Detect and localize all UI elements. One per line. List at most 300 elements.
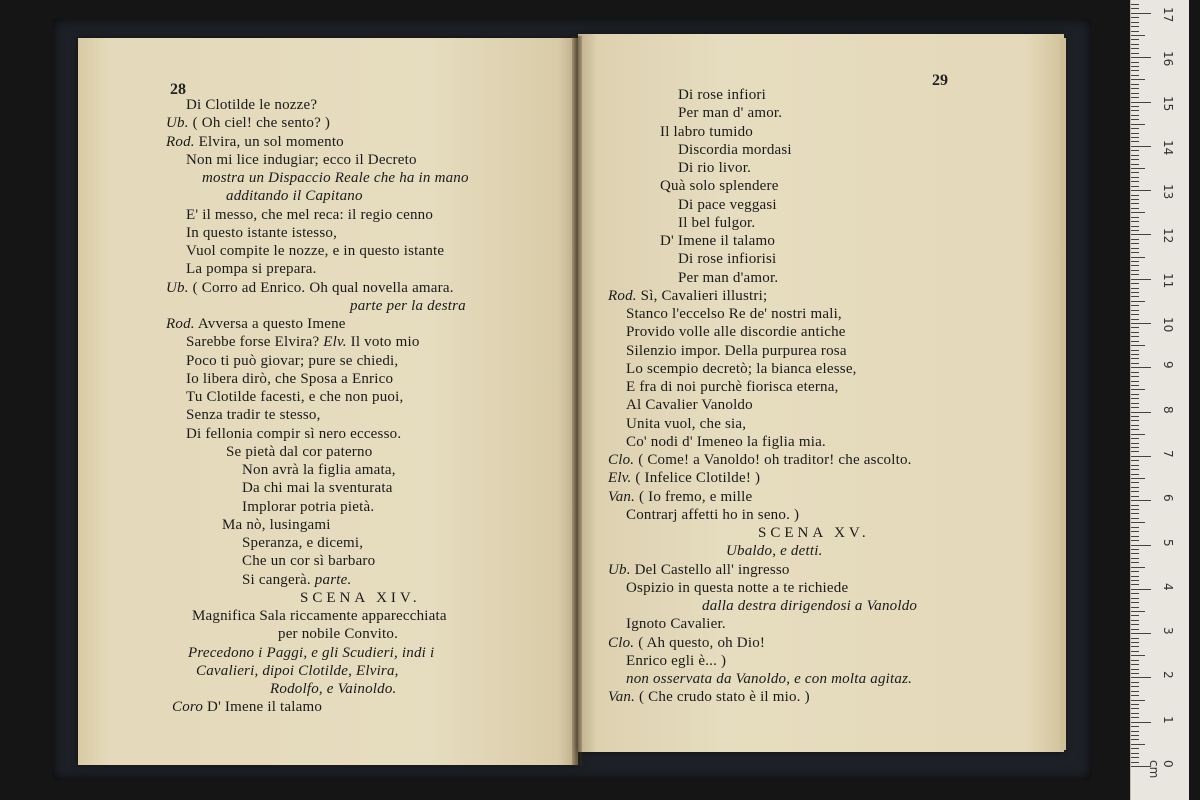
ruler-tick: [1131, 102, 1151, 103]
ruler-tick: [1131, 110, 1139, 111]
ruler-tick: [1131, 88, 1139, 89]
ruler-label: 7: [1161, 449, 1175, 458]
ruler-tick: [1131, 562, 1139, 563]
text-line: [242, 498, 374, 516]
text-line: [678, 104, 782, 122]
ruler-tick: [1131, 203, 1139, 204]
ruler-tick: [1131, 75, 1139, 76]
text-line: [608, 488, 752, 506]
speaker-name: Ub.: [608, 561, 631, 578]
ruler-tick: [1131, 79, 1145, 80]
line-text: D' Imene il talamo: [660, 233, 776, 249]
ruler-tick: [1131, 26, 1139, 27]
line-text: Enrico egli è... ): [626, 652, 727, 669]
line-text: Precedono i Paggi, e gli Scudieri, indi i: [188, 644, 435, 661]
text-line: [222, 516, 331, 534]
ruler-tick: [1131, 598, 1139, 599]
speaker-name: Ub.: [166, 115, 189, 132]
ruler-tick: [1131, 22, 1139, 23]
text-line: [242, 479, 393, 497]
ruler-tick: [1131, 155, 1139, 156]
line-text: dalla destra dirigendosi a Vanoldo: [702, 598, 918, 614]
ruler-tick: [1131, 93, 1139, 94]
ruler-tick: [1131, 164, 1139, 165]
ruler-tick: [1131, 115, 1139, 116]
ruler-tick: [1131, 646, 1139, 647]
ruler-tick: [1131, 332, 1139, 333]
ruler-tick: [1131, 509, 1139, 510]
text-line: [660, 177, 779, 195]
ruler-label: 14: [1161, 139, 1175, 156]
ruler-tick: [1131, 243, 1139, 244]
ruler-tick: [1131, 288, 1139, 289]
stage-direction: [726, 542, 823, 560]
ruler-tick: [1131, 686, 1139, 687]
text-line: [278, 625, 398, 643]
ruler-tick: [1131, 443, 1139, 444]
line-text: Di fellonia compir sì nero eccesso.: [186, 425, 402, 442]
ruler-tick: [1131, 168, 1145, 169]
ruler-tick: [1131, 513, 1139, 514]
ruler-tick: [1131, 704, 1139, 705]
ruler-tick: [1131, 35, 1145, 36]
text-line: [626, 378, 839, 396]
ruler-tick: [1131, 354, 1139, 355]
line-text: Magnifica Sala riccamente apparecchiata: [192, 608, 447, 624]
ruler-tick: [1131, 141, 1139, 142]
line-text: Poco ti può giovar; pure se chiedi,: [186, 352, 399, 369]
line-text: additando il Capitano: [226, 188, 363, 205]
text-line: [608, 688, 810, 706]
speaker-name: Clo.: [608, 634, 635, 651]
ruler-tick: [1131, 722, 1151, 723]
line-text: Sì, Cavalieri illustri;: [640, 287, 768, 304]
text-line: [192, 607, 447, 625]
line-text: Non mi lice indugiar; ecco il Decreto: [186, 151, 417, 168]
ruler-tick: [1131, 261, 1139, 262]
ruler-tick: [1131, 66, 1139, 67]
ruler-label: 5: [1161, 538, 1175, 547]
ruler-tick: [1131, 491, 1139, 492]
line-text: non osservata da Vanoldo, e con molta agitaz.: [626, 671, 913, 687]
ruler-tick: [1131, 500, 1151, 501]
ruler-tick: [1131, 731, 1139, 732]
text-line: [626, 323, 846, 341]
ruler-tick: [1131, 620, 1139, 621]
ruler-tick: [1131, 416, 1139, 417]
text-line: [678, 269, 778, 287]
ruler-tick: [1131, 571, 1139, 572]
ruler-tick: [1131, 695, 1139, 696]
ruler-tick: [1131, 217, 1139, 218]
line-text: SCENA XV.: [758, 525, 870, 541]
text-line: [186, 224, 337, 242]
line-text: Per man d'amor.: [678, 269, 779, 286]
ruler-tick: [1131, 97, 1139, 98]
ruler-tick: [1131, 128, 1139, 129]
text-line: [166, 315, 346, 333]
line-text: Io libera dirò, che Sposa a Enrico: [186, 370, 394, 387]
speaker-name: Van.: [608, 689, 636, 706]
line-text: Ma nò, lusingami: [222, 516, 331, 533]
speaker-name: Rod.: [166, 316, 195, 332]
ruler-tick: [1131, 624, 1139, 625]
ruler-tick: [1131, 172, 1139, 173]
ruler-tick: [1131, 327, 1139, 328]
ruler-tick: [1131, 31, 1139, 32]
line-text: ( Come! a Vanoldo! oh traditor! che ascolto.: [638, 452, 912, 468]
ruler-tick: [1131, 660, 1139, 661]
line-text: Quà solo splendere: [660, 178, 779, 195]
ruler-tick: [1131, 580, 1139, 581]
line-text: Ospizio in questa notte a te richiede: [626, 579, 849, 596]
ruler-tick: [1131, 700, 1145, 701]
line-text: Al Cavalier Vanoldo: [626, 397, 753, 414]
line-text: Il labro tumido: [660, 123, 753, 140]
ruler-tick: [1131, 310, 1139, 311]
ruler-tick: [1131, 137, 1139, 138]
ruler-tick: [1131, 323, 1151, 324]
line-text: In questo istante istesso,: [186, 224, 338, 241]
ruler-tick: [1131, 292, 1139, 293]
ruler-tick: [1131, 283, 1139, 284]
line-text: La pompa si prepara.: [186, 261, 317, 278]
ruler-tick: [1131, 8, 1139, 9]
line-text: ( Io fremo, e mille: [639, 488, 753, 505]
ruler-tick: [1131, 345, 1145, 346]
text-line: [608, 561, 790, 579]
line-text: Da chi mai la sventurata: [242, 480, 393, 497]
ruler-tick: [1131, 536, 1139, 537]
ruler-tick: [1131, 655, 1145, 656]
ruler-tick: [1131, 13, 1151, 14]
line-text: Lo scempio decretò; la bianca elesse,: [626, 360, 857, 377]
ruler-label: 4: [1161, 582, 1175, 591]
ruler-label: 9: [1161, 361, 1175, 369]
line-text: Di rose infiori: [678, 87, 766, 103]
line-text: Non avrà la figlia amata,: [242, 462, 396, 478]
text-line: [678, 141, 792, 159]
ruler-tick: [1131, 726, 1139, 727]
line-text: SCENA XIV.: [300, 589, 421, 606]
line-text: Di pace veggasi: [678, 196, 777, 213]
ruler-tick: [1131, 487, 1139, 488]
ruler-tick: [1131, 735, 1139, 736]
ruler-tick: [1131, 651, 1139, 652]
line-text: Di rio livor.: [678, 160, 752, 176]
text-line: [626, 506, 799, 524]
text-line: [626, 652, 726, 670]
ruler-tick: [1131, 589, 1151, 590]
line-text: Implorar potria pietà.: [242, 498, 375, 515]
line-text: Senza tradir te stesso,: [186, 407, 321, 424]
text-line: [678, 196, 777, 214]
scene-heading: [758, 524, 870, 542]
text-line: [608, 287, 767, 305]
ruler-tick: [1131, 358, 1139, 359]
speaker-name: Ub.: [166, 279, 189, 296]
ruler-tick: [1131, 434, 1145, 435]
ruler-label: 8: [1161, 405, 1175, 414]
line-text: Elvira, un sol momento: [198, 133, 344, 150]
ruler-tick: [1131, 762, 1139, 763]
ruler-tick: [1131, 567, 1145, 568]
ruler-tick: [1131, 664, 1139, 665]
ruler-tick: [1131, 270, 1139, 271]
line-text: Del Castello all' ingresso: [634, 561, 790, 578]
ruler-tick: [1131, 757, 1139, 758]
ruler-tick: [1131, 456, 1151, 457]
ruler-label: 6: [1161, 494, 1175, 502]
ruler-tick: [1131, 385, 1139, 386]
text-line: [242, 552, 375, 570]
ruler-tick: [1131, 119, 1139, 120]
scene-heading: [300, 589, 421, 607]
line-text: Cavalieri, dipoi Clotilde, Elvira,: [196, 662, 399, 679]
ruler-tick: [1131, 372, 1139, 373]
line-text: Speranza, e dicemi,: [242, 535, 364, 551]
ruler-tick: [1131, 447, 1139, 448]
speaker-name: Van.: [608, 488, 636, 505]
ruler-tick: [1131, 177, 1139, 178]
ruler-tick: [1131, 460, 1139, 461]
ruler-tick: [1131, 642, 1139, 643]
ruler-tick: [1131, 190, 1151, 191]
ruler-tick: [1131, 545, 1151, 546]
ruler-label: 13: [1161, 184, 1175, 200]
ruler-tick: [1131, 438, 1139, 439]
ruler-tick: [1131, 669, 1139, 670]
ruler-tick: [1131, 314, 1139, 315]
line-text: Unita vuol, che sia,: [626, 415, 747, 432]
ruler-tick: [1131, 146, 1151, 147]
ruler-tick: [1131, 611, 1145, 612]
ruler-tick: [1131, 403, 1139, 404]
ruler-label: 2: [1161, 671, 1175, 680]
text-line: [678, 214, 755, 232]
ruler-tick: [1131, 633, 1151, 634]
ruler-tick: [1131, 62, 1139, 63]
ruler-tick: [1131, 301, 1145, 302]
stage-direction: [702, 597, 917, 615]
ruler-tick: [1131, 425, 1139, 426]
ruler-tick: [1131, 336, 1139, 337]
stage-direction: [202, 169, 469, 187]
text-line: [678, 86, 766, 104]
text-line: [678, 250, 776, 268]
ruler-tick: [1131, 558, 1139, 559]
text-line: [626, 396, 753, 414]
line-text: Che un cor sì barbaro: [242, 553, 376, 570]
page-number-left: 28: [170, 81, 186, 98]
ruler-tick: [1131, 540, 1139, 541]
ruler-tick: [1131, 44, 1139, 45]
ruler-tick: [1131, 496, 1139, 497]
left-page: [78, 38, 578, 765]
ruler-label: 17: [1161, 6, 1175, 23]
line-text: Il bel fulgor.: [678, 214, 756, 231]
ruler-tick: [1131, 482, 1139, 483]
line-text: Avversa a questo Imene: [197, 316, 346, 332]
ruler-tick: [1131, 106, 1139, 107]
ruler-tick: [1131, 221, 1139, 222]
ruler-tick: [1131, 638, 1139, 639]
ruler-tick: [1131, 593, 1139, 594]
ruler-tick: [1131, 389, 1145, 390]
ruler-tick: [1131, 691, 1139, 692]
ruler-tick: [1131, 576, 1139, 577]
ruler-tick: [1131, 212, 1145, 213]
line-text: D' Imene il talamo: [207, 699, 323, 716]
ruler-tick: [1131, 527, 1139, 528]
ruler-tick: [1131, 124, 1145, 125]
ruler-label: 16: [1161, 51, 1175, 67]
line-text: Stanco l'eccelso Re de' nostri mali,: [626, 306, 842, 322]
text-line: [186, 406, 321, 424]
book-gutter: [572, 36, 582, 766]
ruler-tick: [1131, 398, 1139, 399]
ruler-tick: [1131, 319, 1139, 320]
stage-direction: [626, 670, 912, 688]
text-line: [626, 433, 826, 451]
ruler-tick: [1131, 505, 1139, 506]
ruler-tick: [1131, 195, 1139, 196]
line-text: Sarebbe forse Elvira?: [186, 334, 320, 351]
text-line: [626, 342, 847, 360]
ruler-tick: [1131, 305, 1139, 306]
ruler-tick: [1131, 133, 1139, 134]
ruler-tick: [1131, 376, 1139, 377]
ruler-tick: [1131, 274, 1139, 275]
ruler-tick: [1131, 394, 1139, 395]
ruler-tick: [1131, 553, 1139, 554]
measuring-ruler: [1130, 0, 1189, 800]
ruler-tick: [1131, 708, 1139, 709]
ruler-tick: [1131, 239, 1139, 240]
ruler-tick: [1131, 248, 1139, 249]
speaker-name: Rod.: [608, 287, 637, 304]
ruler-tick: [1131, 518, 1139, 519]
line-text: Ignoto Cavalier.: [626, 616, 726, 633]
text-line: [172, 698, 322, 716]
ruler-tick: [1131, 753, 1139, 754]
ruler-tick: [1131, 257, 1145, 258]
ruler-tick: [1131, 748, 1139, 749]
page-number-right: 29: [932, 72, 948, 89]
ruler-tick: [1131, 265, 1139, 266]
ruler-tick: [1131, 429, 1139, 430]
ruler-tick: [1131, 629, 1139, 630]
ruler-tick: [1131, 252, 1139, 253]
line-text: Tu Clotilde facesti, e che non puoi,: [186, 389, 404, 405]
ruler-tick: [1131, 230, 1139, 231]
line-text: Per man d' amor.: [678, 105, 783, 122]
text-line: [626, 305, 842, 323]
speaker-name: Elv.: [608, 470, 632, 487]
text-line: [608, 634, 765, 652]
ruler-tick: [1131, 234, 1151, 235]
line-text: Discordia mordasi: [678, 141, 792, 158]
text-line: [242, 461, 396, 479]
line-text: Ubaldo, e detti.: [726, 543, 823, 560]
ruler-tick: [1131, 677, 1151, 678]
text-line: [186, 242, 444, 260]
ruler-tick: [1131, 713, 1139, 714]
ruler-tick: [1131, 420, 1139, 421]
line-text: Provido volle alle discordie antiche: [626, 324, 846, 341]
text-line: [626, 360, 857, 378]
ruler-tick: [1131, 208, 1139, 209]
ruler-tick: [1131, 159, 1139, 160]
ruler-tick: [1131, 4, 1139, 5]
speaker-name: Coro: [172, 699, 204, 716]
stage-direction: [196, 662, 399, 680]
text-line: [242, 534, 363, 552]
line-text: ( Oh ciel! che sento? ): [192, 115, 331, 132]
ruler-tick: [1131, 186, 1139, 187]
ruler-tick: [1131, 296, 1139, 297]
speaker-name: Rod.: [166, 133, 195, 150]
stage-direction: parte.: [314, 571, 352, 588]
text-line: [186, 370, 393, 388]
text-line: [660, 123, 753, 141]
line-text: ( Ah questo, oh Dio!: [638, 634, 766, 651]
ruler-tick: [1131, 199, 1139, 200]
ruler-label: 11: [1161, 272, 1175, 288]
ruler-tick: [1131, 739, 1139, 740]
text-line: [166, 114, 330, 132]
page-edge: [1060, 38, 1066, 750]
text-line: [186, 151, 417, 169]
line-text: Di rose infiorisi: [678, 251, 777, 268]
line-text: Contrarj affetti ho in seno. ): [626, 506, 800, 523]
line-text: per nobile Convito.: [278, 626, 399, 643]
ruler-tick: [1131, 602, 1139, 603]
ruler-tick: [1131, 673, 1139, 674]
ruler-label: 15: [1161, 95, 1175, 111]
stage-direction: [226, 187, 363, 205]
text-line: [626, 615, 726, 633]
line-text: Co' nodi d' Imeneo la figlia mia.: [626, 433, 826, 450]
line-text: E' il messo, che mel reca: il regio cenno: [186, 206, 434, 223]
ruler-tick: [1131, 181, 1139, 182]
ruler-tick: [1131, 522, 1145, 523]
ruler-tick: [1131, 17, 1139, 18]
text-line: [660, 232, 775, 250]
ruler-tick: [1131, 717, 1139, 718]
line-text: Si cangerà.: [242, 571, 311, 588]
ruler-tick: [1131, 531, 1139, 532]
stage-direction: [270, 680, 397, 698]
text-line: [186, 206, 433, 224]
text-line: [166, 279, 454, 297]
ruler-tick: [1131, 381, 1139, 382]
ruler-tick: [1131, 549, 1139, 550]
text-line: [626, 415, 746, 433]
ruler-tick: [1131, 57, 1151, 58]
ruler-tick: [1131, 412, 1151, 413]
ruler-label: 10: [1161, 317, 1175, 333]
ruler-label: 1: [1161, 715, 1175, 724]
ruler-tick: [1131, 48, 1139, 49]
ruler-tick: [1131, 478, 1145, 479]
text-line: [226, 443, 372, 461]
ruler-tick: [1131, 39, 1139, 40]
ruler-tick: [1131, 744, 1145, 745]
text-line: [608, 451, 912, 469]
text-line: [166, 133, 344, 151]
text-line: [678, 159, 751, 177]
